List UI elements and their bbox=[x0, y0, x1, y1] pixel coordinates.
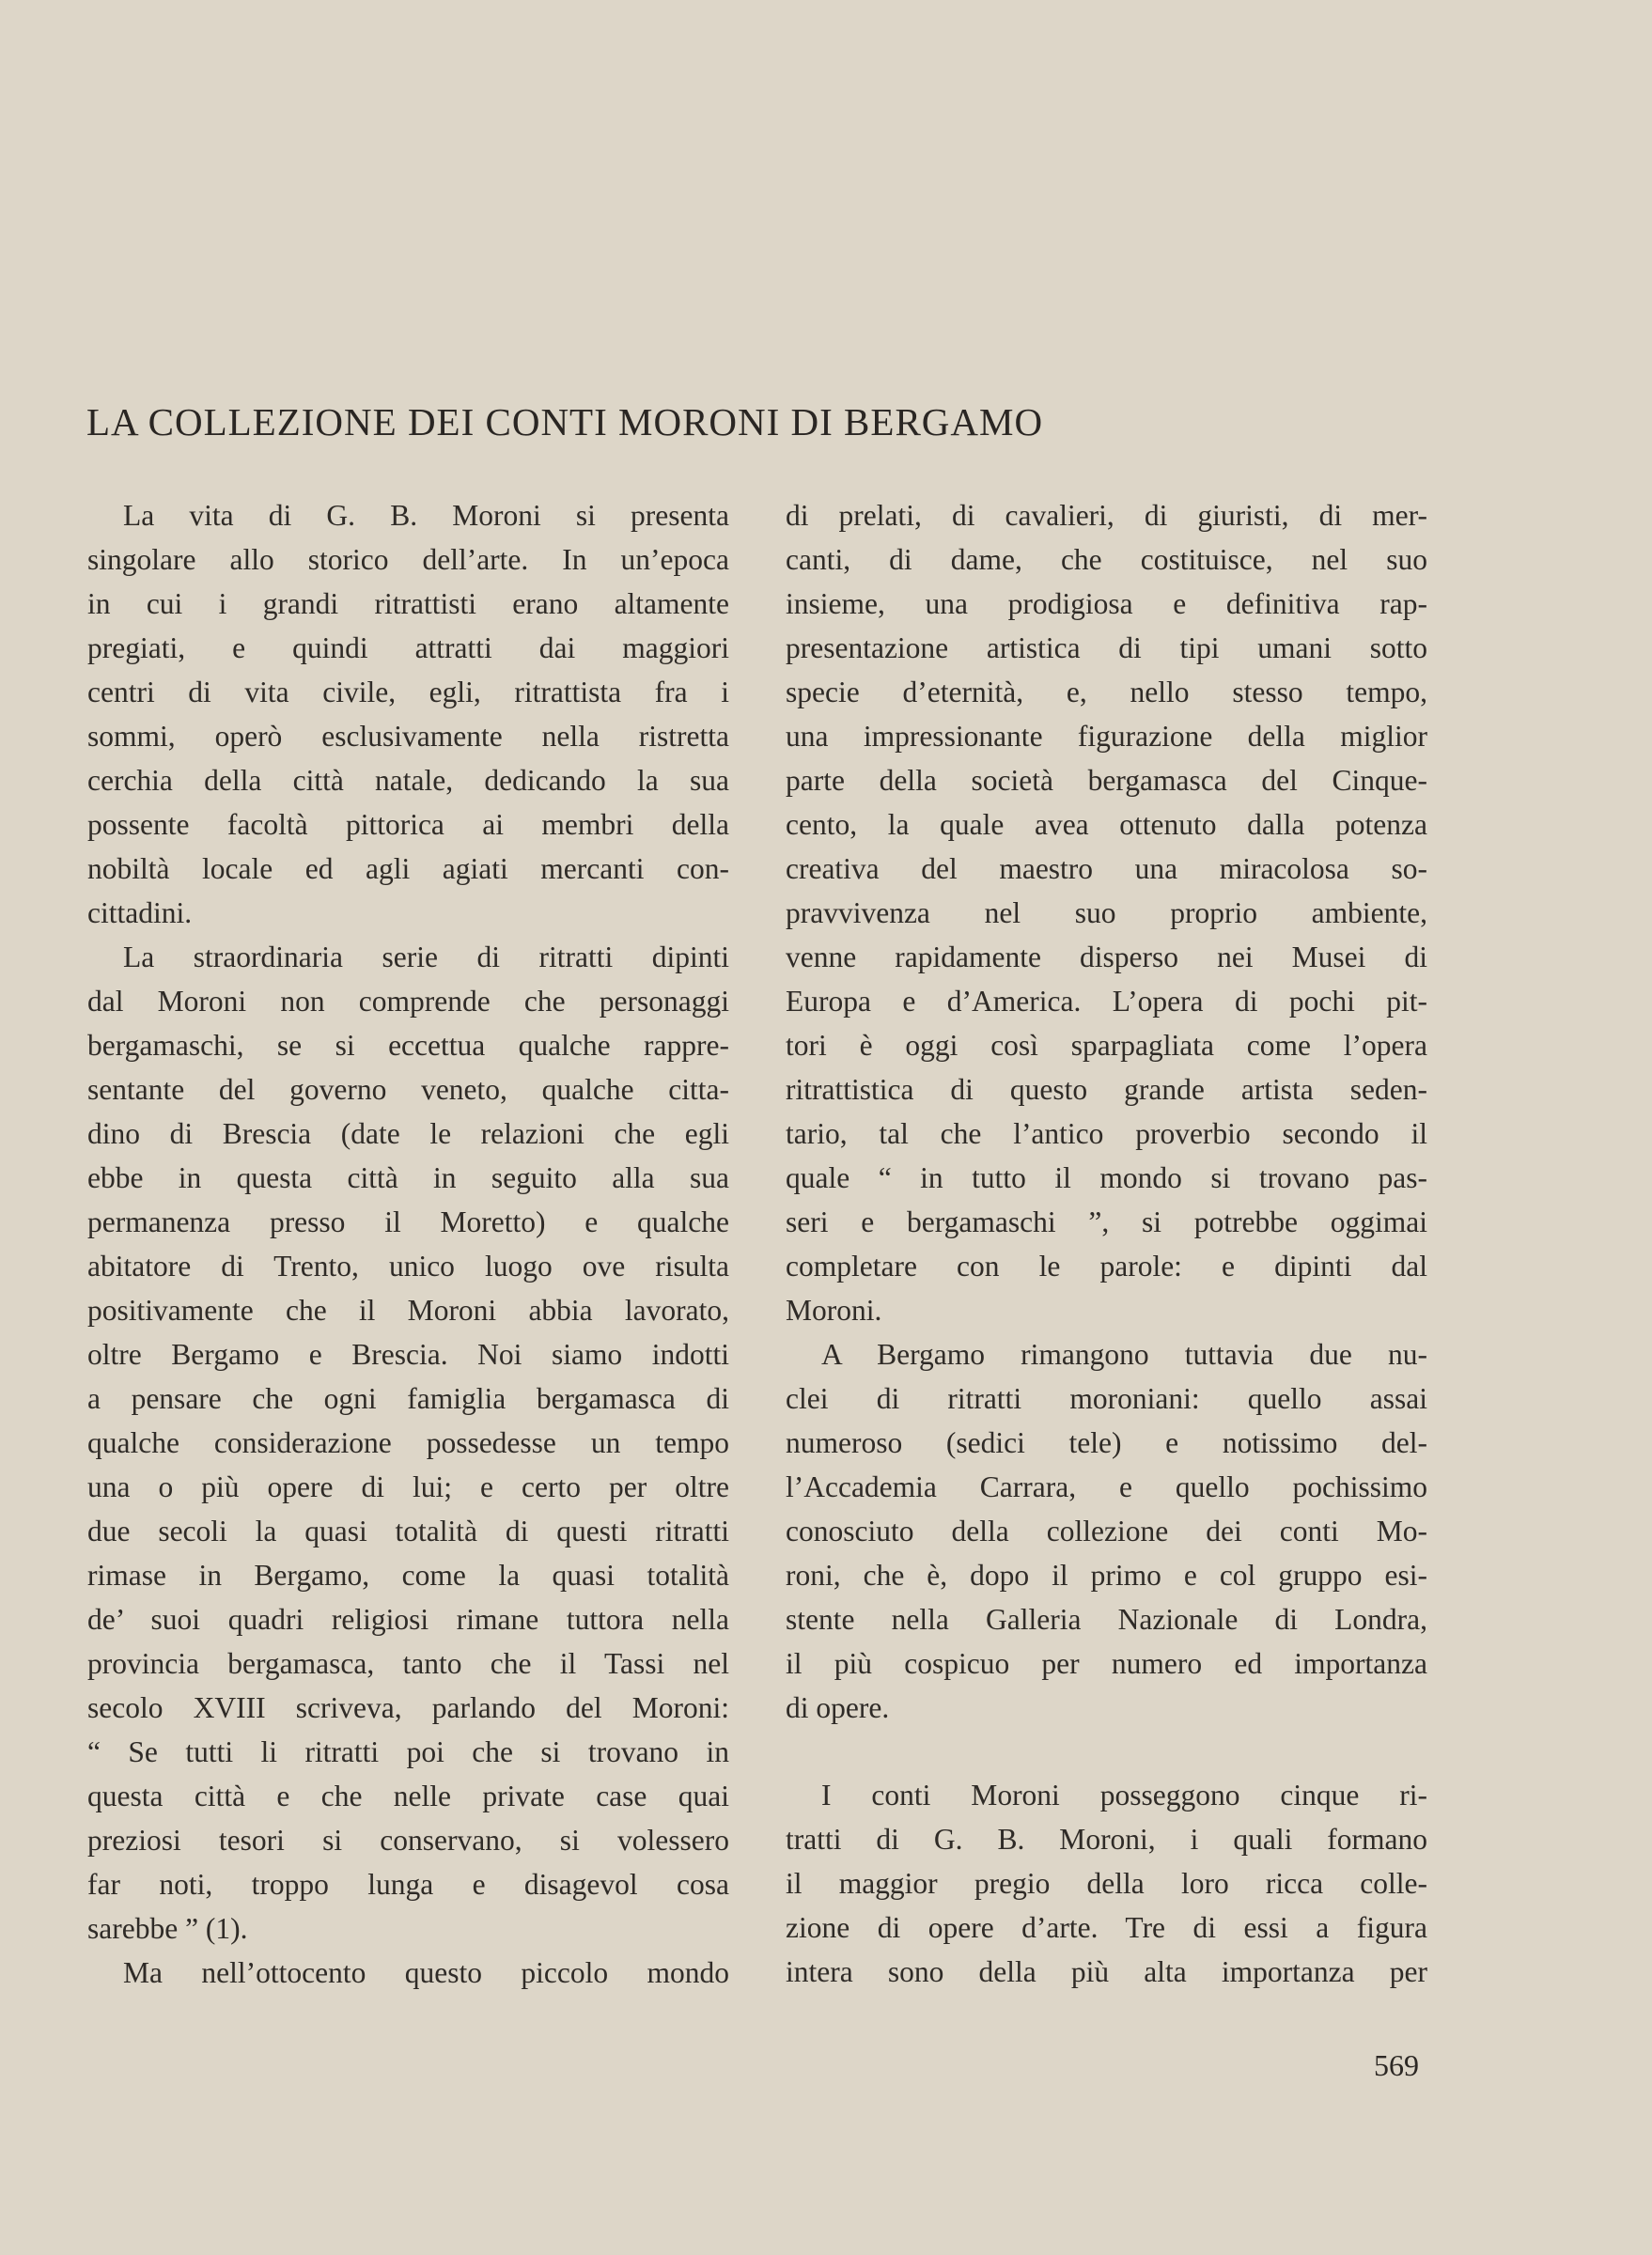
text-line: “ Se tutti li ritratti poi che si trovano in bbox=[87, 1735, 729, 1768]
text-line: due secoli la quasi totalità di questi ritratti bbox=[87, 1515, 729, 1547]
text-line: abitatore di Trento, unico luogo ove risulta bbox=[87, 1250, 729, 1283]
text-line: l’Accademia Carrara, e quello pochissimo bbox=[786, 1470, 1427, 1503]
left-text-column bbox=[87, 493, 729, 1995]
text-line: in cui i grandi ritrattisti erano altamente bbox=[87, 587, 729, 620]
text-line: clei di ritratti moroniani: quello assai bbox=[786, 1382, 1427, 1415]
text-line: di opere. bbox=[786, 1691, 890, 1724]
text-line: conosciuto della collezione dei conti Mo- bbox=[786, 1515, 1427, 1547]
article-title: LA COLLEZIONE DEI CONTI MORONI DI BERGAMO bbox=[86, 400, 1044, 444]
page-number: 569 bbox=[1374, 2048, 1419, 2082]
text-line: ritrattistica di questo grande artista seden- bbox=[786, 1073, 1427, 1106]
text-line: La vita di G. B. Moroni si presenta bbox=[123, 499, 729, 532]
text-line: ebbe in questa città in seguito alla sua bbox=[87, 1161, 729, 1194]
text-line: possente facoltà pittorica ai membri della bbox=[87, 808, 729, 841]
text-line: sarebbe ” (1). bbox=[87, 1912, 248, 1945]
text-line: provincia bergamasca, tanto che il Tassi nel bbox=[87, 1647, 729, 1680]
text-line: singolare allo storico dell’arte. In un’epoca bbox=[87, 543, 729, 576]
text-line: a pensare che ogni famiglia bergamasca di bbox=[87, 1382, 729, 1415]
text-line: tori è oggi così sparpagliata come l’opera bbox=[786, 1029, 1427, 1062]
text-line: pregiati, e quindi attratti dai maggiori bbox=[87, 631, 729, 664]
text-line: Europa e d’America. L’opera di pochi pit- bbox=[786, 985, 1427, 1018]
text-line: dal Moroni non comprende che personaggi bbox=[87, 985, 729, 1018]
text-line: cittadini. bbox=[87, 896, 193, 929]
text-line: stente nella Galleria Nazionale di Londra, bbox=[786, 1603, 1427, 1636]
text-line: quale “ in tutto il mondo si trovano pas- bbox=[786, 1161, 1427, 1194]
text-line: venne rapidamente disperso nei Musei di bbox=[786, 941, 1427, 973]
text-line: cento, la quale avea ottenuto dalla potenza bbox=[786, 808, 1427, 841]
text-line: intera sono della più alta importanza per bbox=[786, 1955, 1427, 1988]
text-line: parte della società bergamasca del Cinque- bbox=[786, 764, 1427, 797]
text-line: completare con le parole: e dipinti dal bbox=[786, 1250, 1427, 1283]
text-line: preziosi tesori si conservano, si volessero bbox=[87, 1824, 729, 1857]
text-line: rimase in Bergamo, come la quasi totalità bbox=[87, 1559, 729, 1592]
paragraph-gap bbox=[786, 1730, 1427, 1773]
text-line: numeroso (sedici tele) e notissimo del- bbox=[786, 1426, 1427, 1459]
text-line: permanenza presso il Moretto) e qualche bbox=[87, 1205, 729, 1238]
text-line: centri di vita civile, egli, ritrattista fra i bbox=[87, 676, 729, 708]
text-line: oltre Bergamo e Brescia. Noi siamo indotti bbox=[87, 1338, 729, 1371]
text-line: di prelati, di cavalieri, di giuristi, di mer- bbox=[786, 499, 1427, 532]
text-line: specie d’eternità, e, nello stesso tempo, bbox=[786, 676, 1427, 708]
text-line: Ma nell’ottocento questo piccolo mondo bbox=[123, 1956, 729, 1989]
text-line: il più cospicuo per numero ed importanza bbox=[786, 1647, 1427, 1680]
text-line: qualche considerazione possedesse un tempo bbox=[87, 1426, 729, 1459]
text-line: sommi, operò esclusivamente nella ristretta bbox=[87, 720, 729, 753]
text-line: seri e bergamaschi ”, si potrebbe oggimai bbox=[786, 1205, 1427, 1238]
text-line: una impressionante figurazione della miglior bbox=[786, 720, 1427, 753]
text-line: Moroni. bbox=[786, 1294, 882, 1327]
text-line: secolo XVIII scriveva, parlando del Moroni: bbox=[87, 1691, 729, 1724]
text-line: dino di Brescia (date le relazioni che egli bbox=[87, 1117, 729, 1150]
text-line: questa città e che nelle private case quai bbox=[87, 1780, 729, 1812]
text-line: nobiltà locale ed agli agiati mercanti con- bbox=[87, 852, 729, 885]
text-line: una o più opere di lui; e certo per oltre bbox=[87, 1470, 729, 1503]
text-line: positivamente che il Moroni abbia lavorato, bbox=[87, 1294, 729, 1327]
text-line: far noti, troppo lunga e disagevol cosa bbox=[87, 1868, 729, 1901]
text-line: presentazione artistica di tipi umani sotto bbox=[786, 631, 1427, 664]
text-line: tratti di G. B. Moroni, i quali formano bbox=[786, 1823, 1427, 1856]
text-line: bergamaschi, se si eccettua qualche rappre- bbox=[87, 1029, 729, 1062]
text-line: I conti Moroni posseggono cinque ri- bbox=[821, 1779, 1427, 1812]
text-line: il maggior pregio della loro ricca colle- bbox=[786, 1867, 1427, 1900]
right-text-column bbox=[786, 493, 1427, 1994]
text-line: zione di opere d’arte. Tre di essi a figura bbox=[786, 1911, 1427, 1944]
text-line: de’ suoi quadri religiosi rimane tuttora nella bbox=[87, 1603, 729, 1636]
text-line: pravvivenza nel suo proprio ambiente, bbox=[786, 896, 1427, 929]
text-line: A Bergamo rimangono tuttavia due nu- bbox=[821, 1338, 1427, 1371]
text-line: insieme, una prodigiosa e definitiva rap- bbox=[786, 587, 1427, 620]
text-line: tario, tal che l’antico proverbio secondo il bbox=[786, 1117, 1427, 1150]
text-line: canti, di dame, che costituisce, nel suo bbox=[786, 543, 1427, 576]
text-line: roni, che è, dopo il primo e col gruppo esi- bbox=[786, 1559, 1427, 1592]
text-line: cerchia della città natale, dedicando la sua bbox=[87, 764, 729, 797]
text-line: creativa del maestro una miracolosa so- bbox=[786, 852, 1427, 885]
text-line: La straordinaria serie di ritratti dipinti bbox=[123, 941, 729, 973]
text-line: sentante del governo veneto, qualche citta- bbox=[87, 1073, 729, 1106]
